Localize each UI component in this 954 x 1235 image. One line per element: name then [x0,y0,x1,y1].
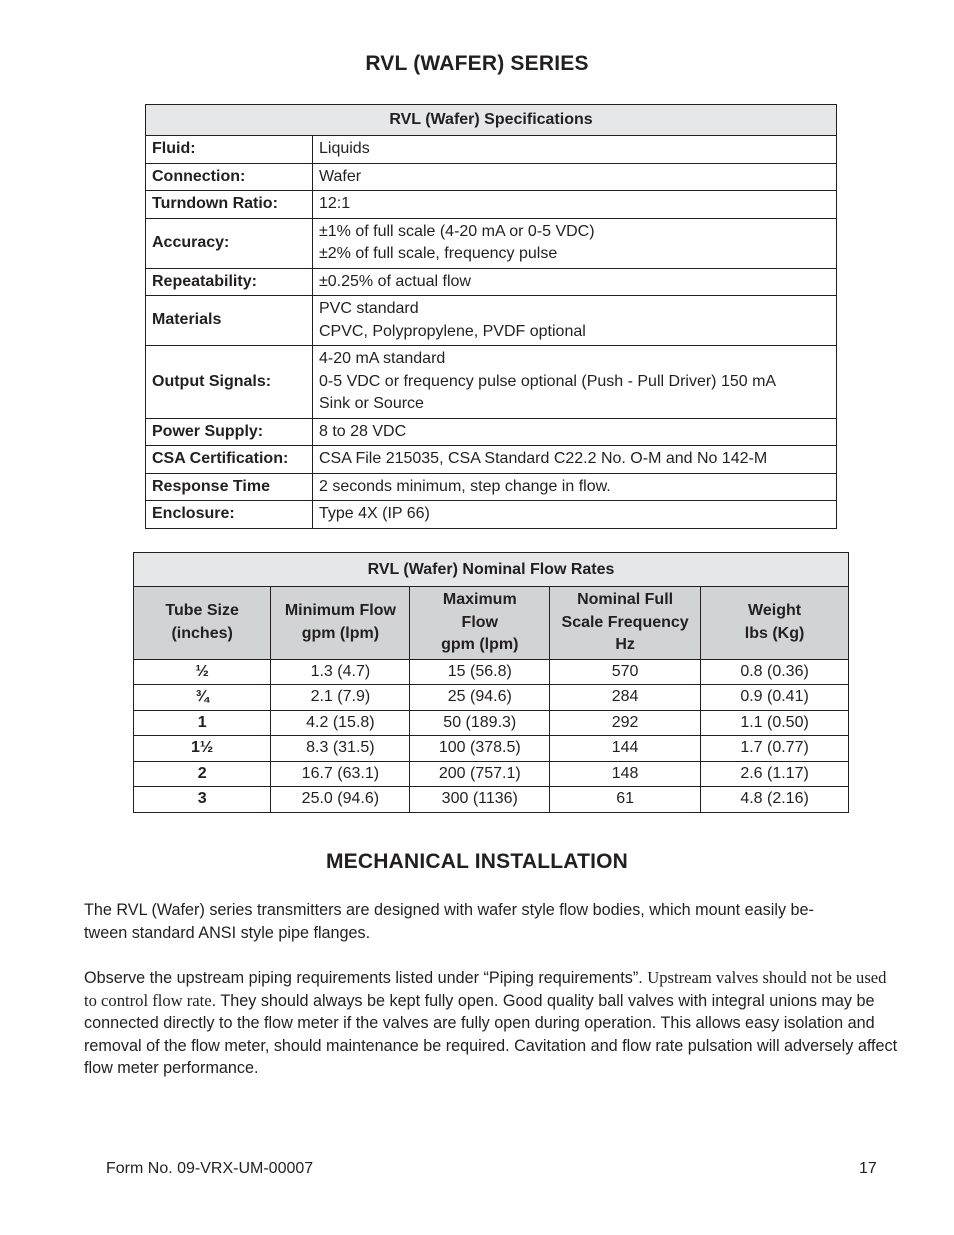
column-header-line: (inches) [171,624,233,642]
flow-row [134,685,849,711]
spec-label: Output Signals: [146,346,313,419]
spec-value [313,136,837,164]
spec-value [313,473,837,501]
spec-row [146,268,837,296]
column-header-line: Maximum [442,591,517,608]
flow-row [134,736,849,762]
frequency-cell: 148 [550,761,701,787]
minimum-flow-column-header [271,587,410,660]
spec-value [313,446,837,474]
specifications-table [145,104,837,529]
spec-value [313,346,837,419]
column-header-line: Tube Size [165,602,239,620]
spec-value-line: Liquids [319,140,370,157]
minimum-flow-cell: 2.1 (7.9) [271,685,410,711]
spec-value-line: Wafer [319,167,362,185]
column-header-line: Minimum Flow [284,602,396,620]
paragraph-intro [84,899,904,944]
frequency-cell: 570 [550,659,701,685]
maximum-flow-cell: 50 (189.3) [410,710,550,736]
tube-size-cell: ½ [134,659,271,685]
weight-column-header [701,587,849,660]
spec-row [146,501,837,529]
spec-label: Turndown Ratio: [146,191,313,219]
weight-cell: 0.9 (0.41) [701,685,849,711]
paragraph-intro-line-1: The RVL (Wafer) series transmitters are designed with wafer style flow bodies, which mount easily be- [84,901,814,919]
spec-row [146,296,837,346]
minimum-flow-cell: 16.7 (63.1) [271,761,410,787]
weight-cell: 1.7 (0.77) [701,736,849,762]
spec-label: Response Time [146,473,313,501]
spec-value-line: 2 seconds minimum, step change in flow. [319,477,611,495]
full-scale-frequency-column-header [550,587,701,660]
minimum-flow-cell: 25.0 (94.6) [271,787,410,813]
maximum-flow-cell: 300 (1136) [410,787,550,813]
spec-label: Repeatability: [146,268,313,296]
spec-value-line: 12:1 [319,195,351,212]
spec-row [146,446,837,474]
spec-label: Enclosure: [146,501,313,529]
spec-value-line: PVC standard [319,300,419,317]
spec-row [146,191,837,219]
spec-row [146,473,837,501]
spec-value [313,268,837,296]
spec-row [146,136,837,164]
spec-value [313,418,837,446]
column-header-line: Nominal Full [577,591,674,608]
weight-cell: 1.1 (0.50) [701,710,849,736]
frequency-cell: 144 [550,736,701,762]
flow-rates-table-header: RVL (Wafer) Nominal Flow Rates [134,553,849,587]
column-header-line: Scale Frequency [561,613,689,631]
maximum-flow-cell: 15 (56.8) [410,659,550,685]
spec-value-line: 4-20 mA standard [319,350,446,367]
tube-size-cell: ¾ [134,685,271,711]
flow-rates-table [133,552,849,813]
spec-value-line: Type 4X (IP 66) [319,505,430,522]
spec-value-line: 8 to 28 VDC [319,422,407,440]
spec-value-line: ±1% of full scale (4-20 mA or 0-5 VDC) [319,222,595,240]
frequency-cell: 292 [550,710,701,736]
maximum-flow-cell: 200 (757.1) [410,761,550,787]
section-heading: MECHANICAL INSTALLATION [325,850,629,873]
frequency-cell: 61 [550,787,701,813]
column-header-line: Flow [461,613,498,631]
tube-size-cell: 1 [134,710,271,736]
spec-value-line: Sink or Source [319,395,424,412]
column-header-line: Weight [748,602,802,620]
spec-row [146,218,837,268]
specifications-table-header: RVL (Wafer) Specifications [146,105,837,136]
maximum-flow-column-header [410,587,550,660]
spec-label: Power Supply: [146,418,313,446]
form-number: Form No. 09-VRX-UM-00007 [106,1160,314,1177]
spec-label: Accuracy: [146,218,313,268]
spec-value [313,296,837,346]
flow-row [134,787,849,813]
minimum-flow-cell: 8.3 (31.5) [271,736,410,762]
paragraph-piping-serif-part: Upstream valves should not be used to control flow rate [84,968,887,1010]
paragraph-piping-part-1: Observe the upstream piping requirements listed under “Piping requirements”. [84,969,648,987]
minimum-flow-cell: 4.2 (15.8) [271,710,410,736]
spec-row [146,163,837,191]
spec-value [313,218,837,268]
flow-row [134,659,849,685]
column-header-line: gpm (lpm) [301,624,380,642]
spec-value [313,163,837,191]
maximum-flow-cell: 100 (378.5) [410,736,550,762]
weight-cell: 2.6 (1.17) [701,761,849,787]
paragraph-intro-line-2: tween standard ANSI style pipe flanges. [84,923,371,942]
column-header-line: gpm (lpm) [441,636,519,653]
tube-size-cell: 1½ [134,736,271,762]
weight-cell: 0.8 (0.36) [701,659,849,685]
frequency-cell: 284 [550,685,701,711]
weight-cell: 4.8 (2.16) [701,787,849,813]
spec-label: Fluid: [146,136,313,164]
spec-value-line: ±2% of full scale, frequency pulse [319,245,558,262]
spec-value-line: CSA File 215035, CSA Standard C22.2 No. O-M and No 142-M [319,450,768,467]
column-header-line: lbs (Kg) [744,624,805,642]
spec-value-line: CPVC, Polypropylene, PVDF optional [319,322,586,340]
tube-size-cell: 3 [134,787,271,813]
paragraph-piping [84,967,902,1080]
maximum-flow-cell: 25 (94.6) [410,685,550,711]
spec-value-line: ±0.25% of actual flow [319,272,471,290]
page-title: RVL (WAFER) SERIES [365,52,589,75]
paragraph-piping-part-3: . They should always be kept fully open. Good quality ball valves with integral unions may be connected directly to the flow meter if the valves are fully open during operation. This allows easy isolation and removal of the flow meter, should maintenance be required. Cavitation and flow rate pulsation will adversely affect flow meter performance. [84,991,898,1077]
spec-row [146,346,837,419]
spec-label: Materials [146,296,313,346]
column-header-line: Hz [615,636,635,653]
minimum-flow-cell: 1.3 (4.7) [271,659,410,685]
spec-label: CSA Certification: [146,446,313,474]
spec-value [313,191,837,219]
spec-row [146,418,837,446]
spec-value-line: 0-5 VDC or frequency pulse optional (Push - Pull Driver) 150 mA [319,372,777,390]
tube-size-column-header [134,587,271,660]
tube-size-cell: 2 [134,761,271,787]
flow-row [134,761,849,787]
spec-label: Connection: [146,163,313,191]
flow-row [134,710,849,736]
page-number: 17 [859,1160,877,1177]
spec-value [313,501,837,529]
